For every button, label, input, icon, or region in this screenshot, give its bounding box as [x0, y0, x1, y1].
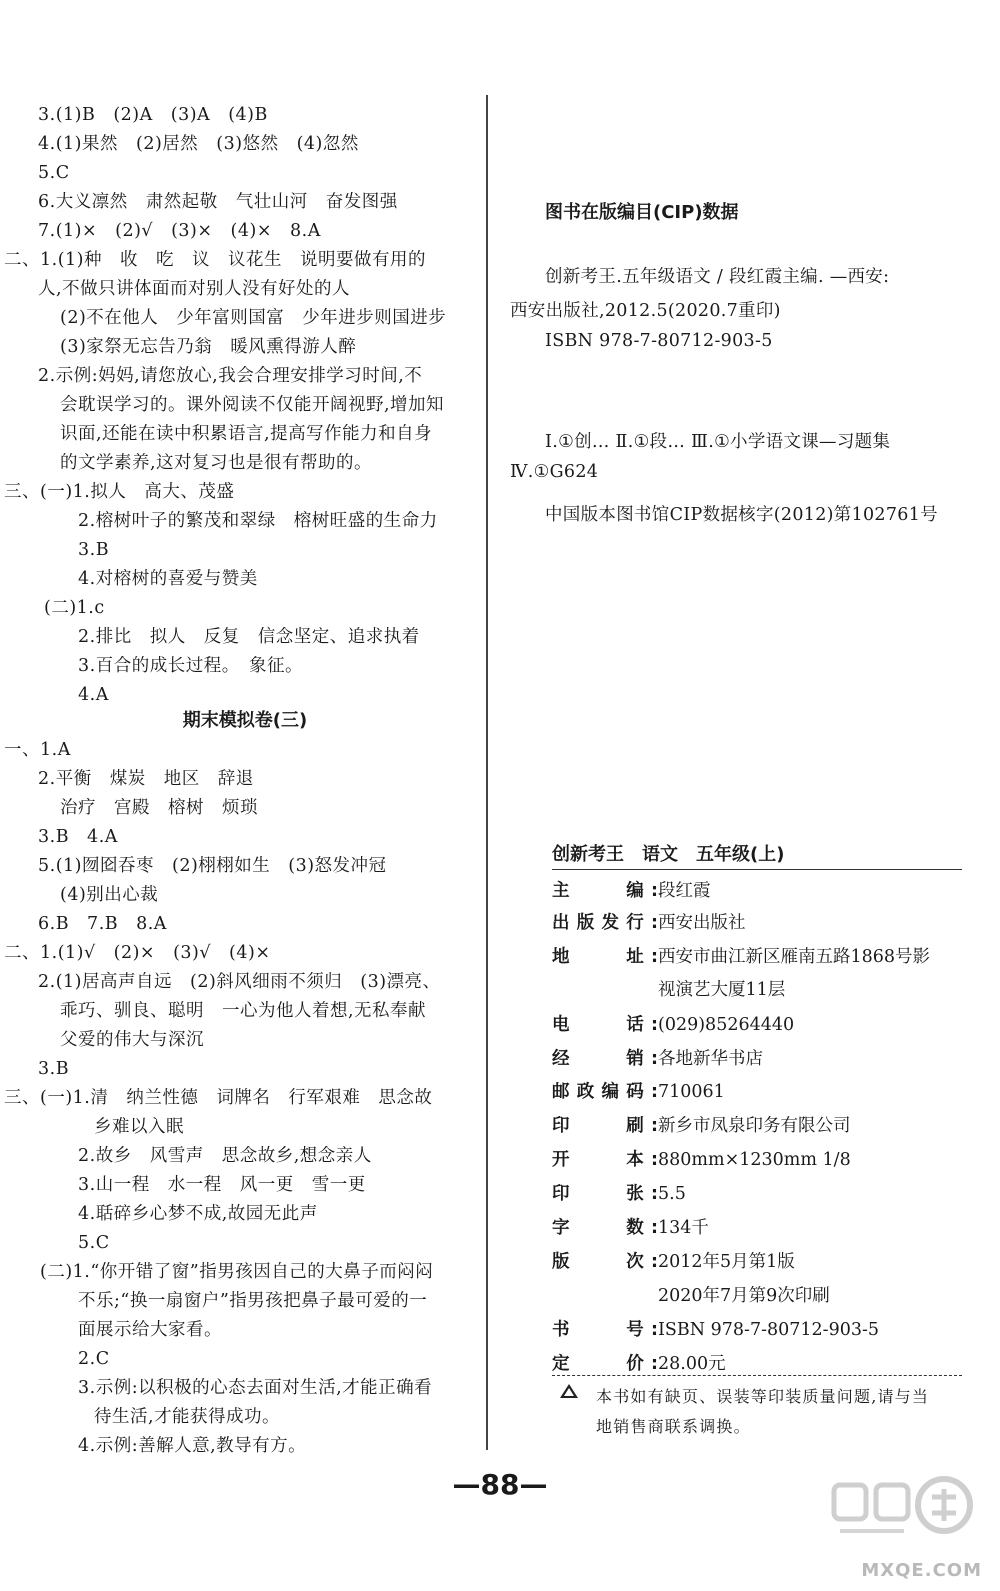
imprint-key: 经 销:: [552, 1049, 658, 1069]
answer-line: 2.榕树叶子的繁茂和翠绿 榕树旺盛的生命力: [78, 511, 438, 531]
imprint-row: [552, 943, 930, 968]
warning-triangle-icon: [560, 1384, 578, 1398]
answer-line: 3.B: [38, 1059, 70, 1079]
imprint-value: 段红霞: [658, 881, 711, 901]
imprint-row: [552, 877, 711, 902]
imprint-row: [552, 1248, 795, 1273]
cip-line: 西安出版社,2012.5(2020.7重印): [510, 301, 781, 321]
section-title: 期末模拟卷(三): [182, 710, 308, 731]
imprint-value: 134千: [658, 1218, 709, 1238]
answer-line: 人,不做只讲体面而对别人没有好处的人: [38, 279, 351, 299]
imprint-row: [552, 1316, 879, 1341]
answer-line: 一、1.A: [4, 740, 71, 760]
imprint-value: 2012年5月第1版: [658, 1252, 795, 1272]
answer-line: (二)1.“你开错了窗”指男孩因自己的大鼻子而闷闷: [40, 1262, 434, 1282]
imprint-key: 电 话:: [552, 1015, 658, 1035]
imprint-value: 28.00元: [658, 1354, 726, 1374]
watermark-logo: [804, 1467, 994, 1587]
answer-line: (2)不在他人 少年富则国富 少年进步则国进步: [60, 308, 447, 328]
answer-line: 二、1.(1)√ (2)× (3)√ (4)×: [4, 943, 271, 963]
imprint-key: 印 刷:: [552, 1116, 658, 1136]
answer-line: 3.百合的成长过程。 象征。: [78, 656, 303, 676]
imprint-key: 印 张:: [552, 1184, 658, 1204]
page-number: —88—: [452, 1468, 548, 1501]
imprint-row: [552, 1146, 851, 1171]
imprint-value: 880mm×1230mm 1/8: [658, 1150, 851, 1170]
imprint-value: 西安市曲江新区雁南五路1868号影: [658, 947, 931, 967]
answer-line: 不乐;“换一扇窗户”指男孩把鼻子最可爱的一: [78, 1291, 428, 1311]
imprint-row: [552, 909, 746, 934]
answer-line: 6.B 7.B 8.A: [38, 914, 167, 934]
imprint-key: 出版发行:: [552, 913, 658, 933]
answer-line: 3.B 4.A: [38, 827, 118, 847]
answer-line: 2.故乡 风雪声 思念故乡,想念亲人: [78, 1146, 372, 1166]
cip-line: Ⅳ.①G624: [510, 462, 599, 482]
imprint-value: 各地新华书店: [658, 1049, 763, 1069]
notice-line: 本书如有缺页、误装等印装质量问题,请与当: [596, 1387, 930, 1406]
imprint-row: [552, 1180, 686, 1205]
column-divider: [486, 95, 488, 1450]
cip-line: Ⅰ.①创… Ⅱ.①段… Ⅲ.①小学语文课—习题集: [545, 432, 891, 452]
answer-line: (3)家祭无忘告乃翁 暖风熏得游人醉: [60, 337, 357, 357]
answer-line: 5.C: [78, 1233, 110, 1253]
answer-line: 3.(1)B (2)A (3)A (4)B: [38, 105, 268, 125]
answer-line: 待生活,才能获得成功。: [94, 1407, 281, 1427]
imprint-value: 710061: [658, 1082, 725, 1102]
cip-line: 中国版本图书馆CIP数据核字(2012)第102761号: [545, 505, 938, 525]
imprint-row: [552, 1350, 726, 1375]
imprint-title: 创新考王 语文 五年级(上): [552, 840, 962, 870]
answer-line: 2.平衡 煤炭 地区 辞退: [38, 769, 254, 789]
imprint-value: 5.5: [658, 1184, 686, 1204]
cip-line: 创新考王.五年级语文 / 段红霞主编. —西安:: [545, 267, 890, 287]
answer-line: 二、1.(1)种 收 吃 议 议花生 说明要做有用的: [4, 250, 426, 270]
answer-line: 5.C: [38, 163, 70, 183]
answer-line: 4.聒碎乡心梦不成,故园无此声: [78, 1204, 318, 1224]
imprint-row: [552, 1045, 763, 1070]
answer-line: 三、(一)1.清 纳兰性德 词牌名 行军艰难 思念故: [4, 1088, 433, 1108]
answer-line: 2.C: [78, 1349, 110, 1369]
imprint-key: 书 号:: [552, 1320, 658, 1340]
answer-line: (二)1.c: [44, 598, 105, 618]
notice-rule: [552, 1375, 962, 1376]
imprint-key: 字 数:: [552, 1218, 658, 1238]
watermark-text: MXQE.COM: [861, 1560, 982, 1581]
answer-line: 治疗 宫殿 榕树 烦琐: [60, 798, 258, 818]
imprint-key: 主 编:: [552, 881, 658, 901]
answer-line: 面展示给大家看。: [78, 1320, 222, 1340]
imprint-key: 定 价:: [552, 1354, 658, 1374]
imprint-key: 地 址:: [552, 947, 658, 967]
imprint-row: [552, 1078, 725, 1103]
answer-line: 会耽误学习的。课外阅读不仅能开阔视野,增加知: [60, 395, 445, 415]
imprint-value: 新乡市凤泉印务有限公司: [658, 1116, 851, 1136]
answer-line: 识面,还能在读中积累语言,提高写作能力和自身: [60, 424, 433, 444]
answer-line: 3.B: [78, 540, 110, 560]
imprint-value: ISBN 978-7-80712-903-5: [658, 1320, 880, 1340]
imprint-address-continued: 视演艺大厦11层: [658, 980, 786, 1000]
answer-line: 3.山一程 水一程 风一更 雪一更: [78, 1175, 366, 1195]
answer-line: 5.(1)囫囵吞枣 (2)栩栩如生 (3)怒发冲冠: [38, 856, 387, 876]
notice-line: 地销售商联系调换。: [596, 1417, 751, 1436]
imprint-key: 邮政编码:: [552, 1082, 658, 1102]
answer-line: 4.(1)果然 (2)居然 (3)悠然 (4)忽然: [38, 134, 359, 154]
imprint-row: [552, 1214, 709, 1239]
imprint-edition-continued: 2020年7月第9次印刷: [658, 1286, 830, 1306]
answer-line: 4.对榕树的喜爱与赞美: [78, 569, 258, 589]
imprint-key: 开 本:: [552, 1150, 658, 1170]
imprint-key: 版 次:: [552, 1252, 658, 1272]
answer-line: 的文学素养,这对复习也是很有帮助的。: [60, 453, 373, 473]
answer-line: 乡难以入眠: [94, 1117, 184, 1137]
imprint-value: 西安出版社: [658, 913, 746, 933]
answer-line: 父爱的伟大与深沉: [60, 1030, 204, 1050]
answer-line: 2.排比 拟人 反复 信念坚定、追求执着: [78, 627, 420, 647]
imprint-value: (029)85264440: [658, 1015, 795, 1035]
answer-line: 4.示例:善解人意,教导有方。: [78, 1436, 307, 1456]
answer-line: (4)别出心裁: [60, 885, 159, 905]
answer-line: 6.大义凛然 肃然起敬 气壮山河 奋发图强: [38, 192, 398, 212]
answer-line: 4.A: [78, 685, 109, 705]
answer-line: 乖巧、驯良、聪明 一心为他人着想,无私奉献: [60, 1001, 427, 1021]
cip-line: ISBN 978-7-80712-903-5: [545, 331, 773, 351]
imprint-row: [552, 1011, 794, 1036]
answer-line: 3.示例:以积极的心态去面对生活,才能正确看: [78, 1378, 433, 1398]
imprint-row: [552, 1112, 851, 1137]
answer-line: 2.示例:妈妈,请您放心,我会合理安排学习时间,不: [38, 366, 423, 386]
cip-title: 图书在版编目(CIP)数据: [545, 202, 739, 223]
answer-line: 三、(一)1.拟人 高大、茂盛: [4, 482, 235, 502]
answer-line: 7.(1)× (2)√ (3)× (4)× 8.A: [38, 221, 321, 241]
answer-column: [0, 0, 490, 1460]
answer-line: 2.(1)居高声自远 (2)斜风细雨不须归 (3)漂亮、: [38, 972, 441, 992]
